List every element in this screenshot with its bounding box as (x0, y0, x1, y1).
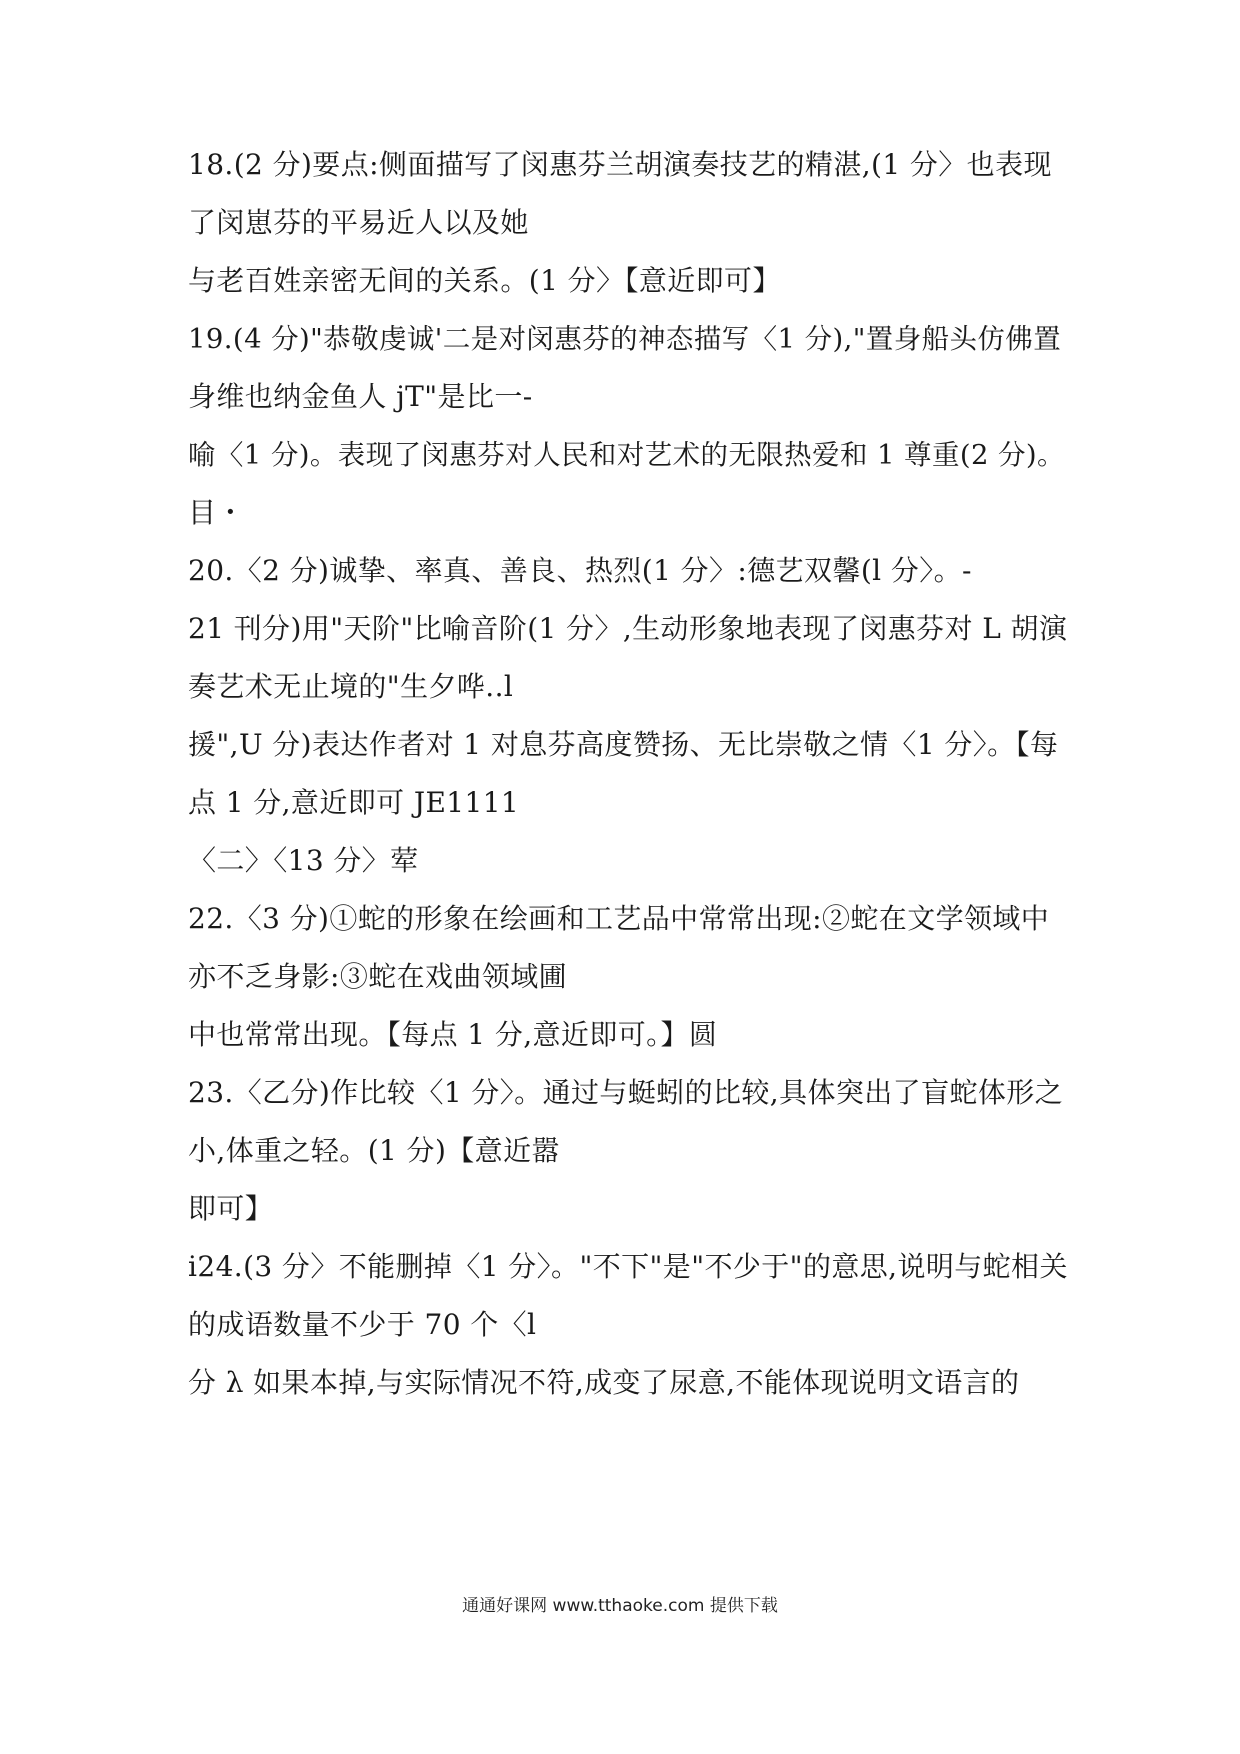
section-heading: 〈二〉〈13 分〉荤 (188, 844, 419, 877)
answer-line: 与老百姓亲密无间的关系。(1 分〉【意近即可】 (188, 264, 781, 297)
answer-line: 22.〈3 分)①蛇的形象在绘画和工艺品中常常出现:②蛇在文学领域中 (188, 902, 1050, 935)
answer-line: 21 刊分)用"天阶"比喻音阶(1 分〉,生动形象地表现了闵惠芬对 L 胡演 (188, 612, 1068, 645)
answer-line: 的成语数量不少于 70 个〈l (188, 1308, 537, 1341)
page-footer: 通通好课网 www.tthaoke.com 提供下载 (462, 1596, 778, 1616)
answer-line: 了闵崽芬的平易近人以及她 (188, 206, 529, 239)
answer-line: 18.(2 分)要点:侧面描写了闵惠芬兰胡演奏技艺的精湛,(1 分〉也表现 (188, 148, 1052, 181)
answer-line: 分 λ 如果本掉,与实际情况不符,成变了尿意,不能体现说明文语言的 (188, 1366, 1020, 1399)
answer-line: i24.(3 分〉不能删掉〈1 分〉。"不下"是"不少于"的意思,说明与蛇相关 (188, 1250, 1068, 1283)
answer-line: 援",U 分)表达作者对 1 对息芬高度赞扬、无比崇敬之情〈1 分〉。【每 (188, 728, 1059, 761)
answer-line: 23.〈乙分)作比较〈1 分〉。通过与蜓蚓的比较,具体突出了盲蛇体形之 (188, 1076, 1064, 1109)
answer-line: 奏艺术无止境的"生夕哗..l (188, 670, 514, 703)
answer-line: 19.(4 分)"恭敬虔诚'二是对闵惠芬的神态描写〈1 分),"置身船头仿佛置 (188, 323, 1062, 355)
answer-line: 20.〈2 分)诚挚、率真、善良、热烈(1 分〉:德艺双馨(l 分〉。- (188, 554, 972, 587)
answer-line: 点 1 分,意近即可 JE1111 (188, 786, 520, 819)
answer-line: 小,体重之轻。(1 分)【意近嚣 (188, 1134, 560, 1167)
answer-line: 身维也纳金鱼人 jT"是比一- (188, 380, 533, 413)
answer-line: 即可】 (188, 1192, 274, 1225)
answer-line: 目・ (188, 496, 245, 529)
answer-line: 喻〈1 分)。表现了闵惠芬对人民和对艺术的无限热爱和 1 尊重(2 分)。 (188, 439, 1065, 471)
answer-line: 亦不乏身影:③蛇在戏曲领域圃 (188, 960, 568, 993)
answer-line: 中也常常出现。【每点 1 分,意近即可。】圆 (188, 1018, 718, 1051)
